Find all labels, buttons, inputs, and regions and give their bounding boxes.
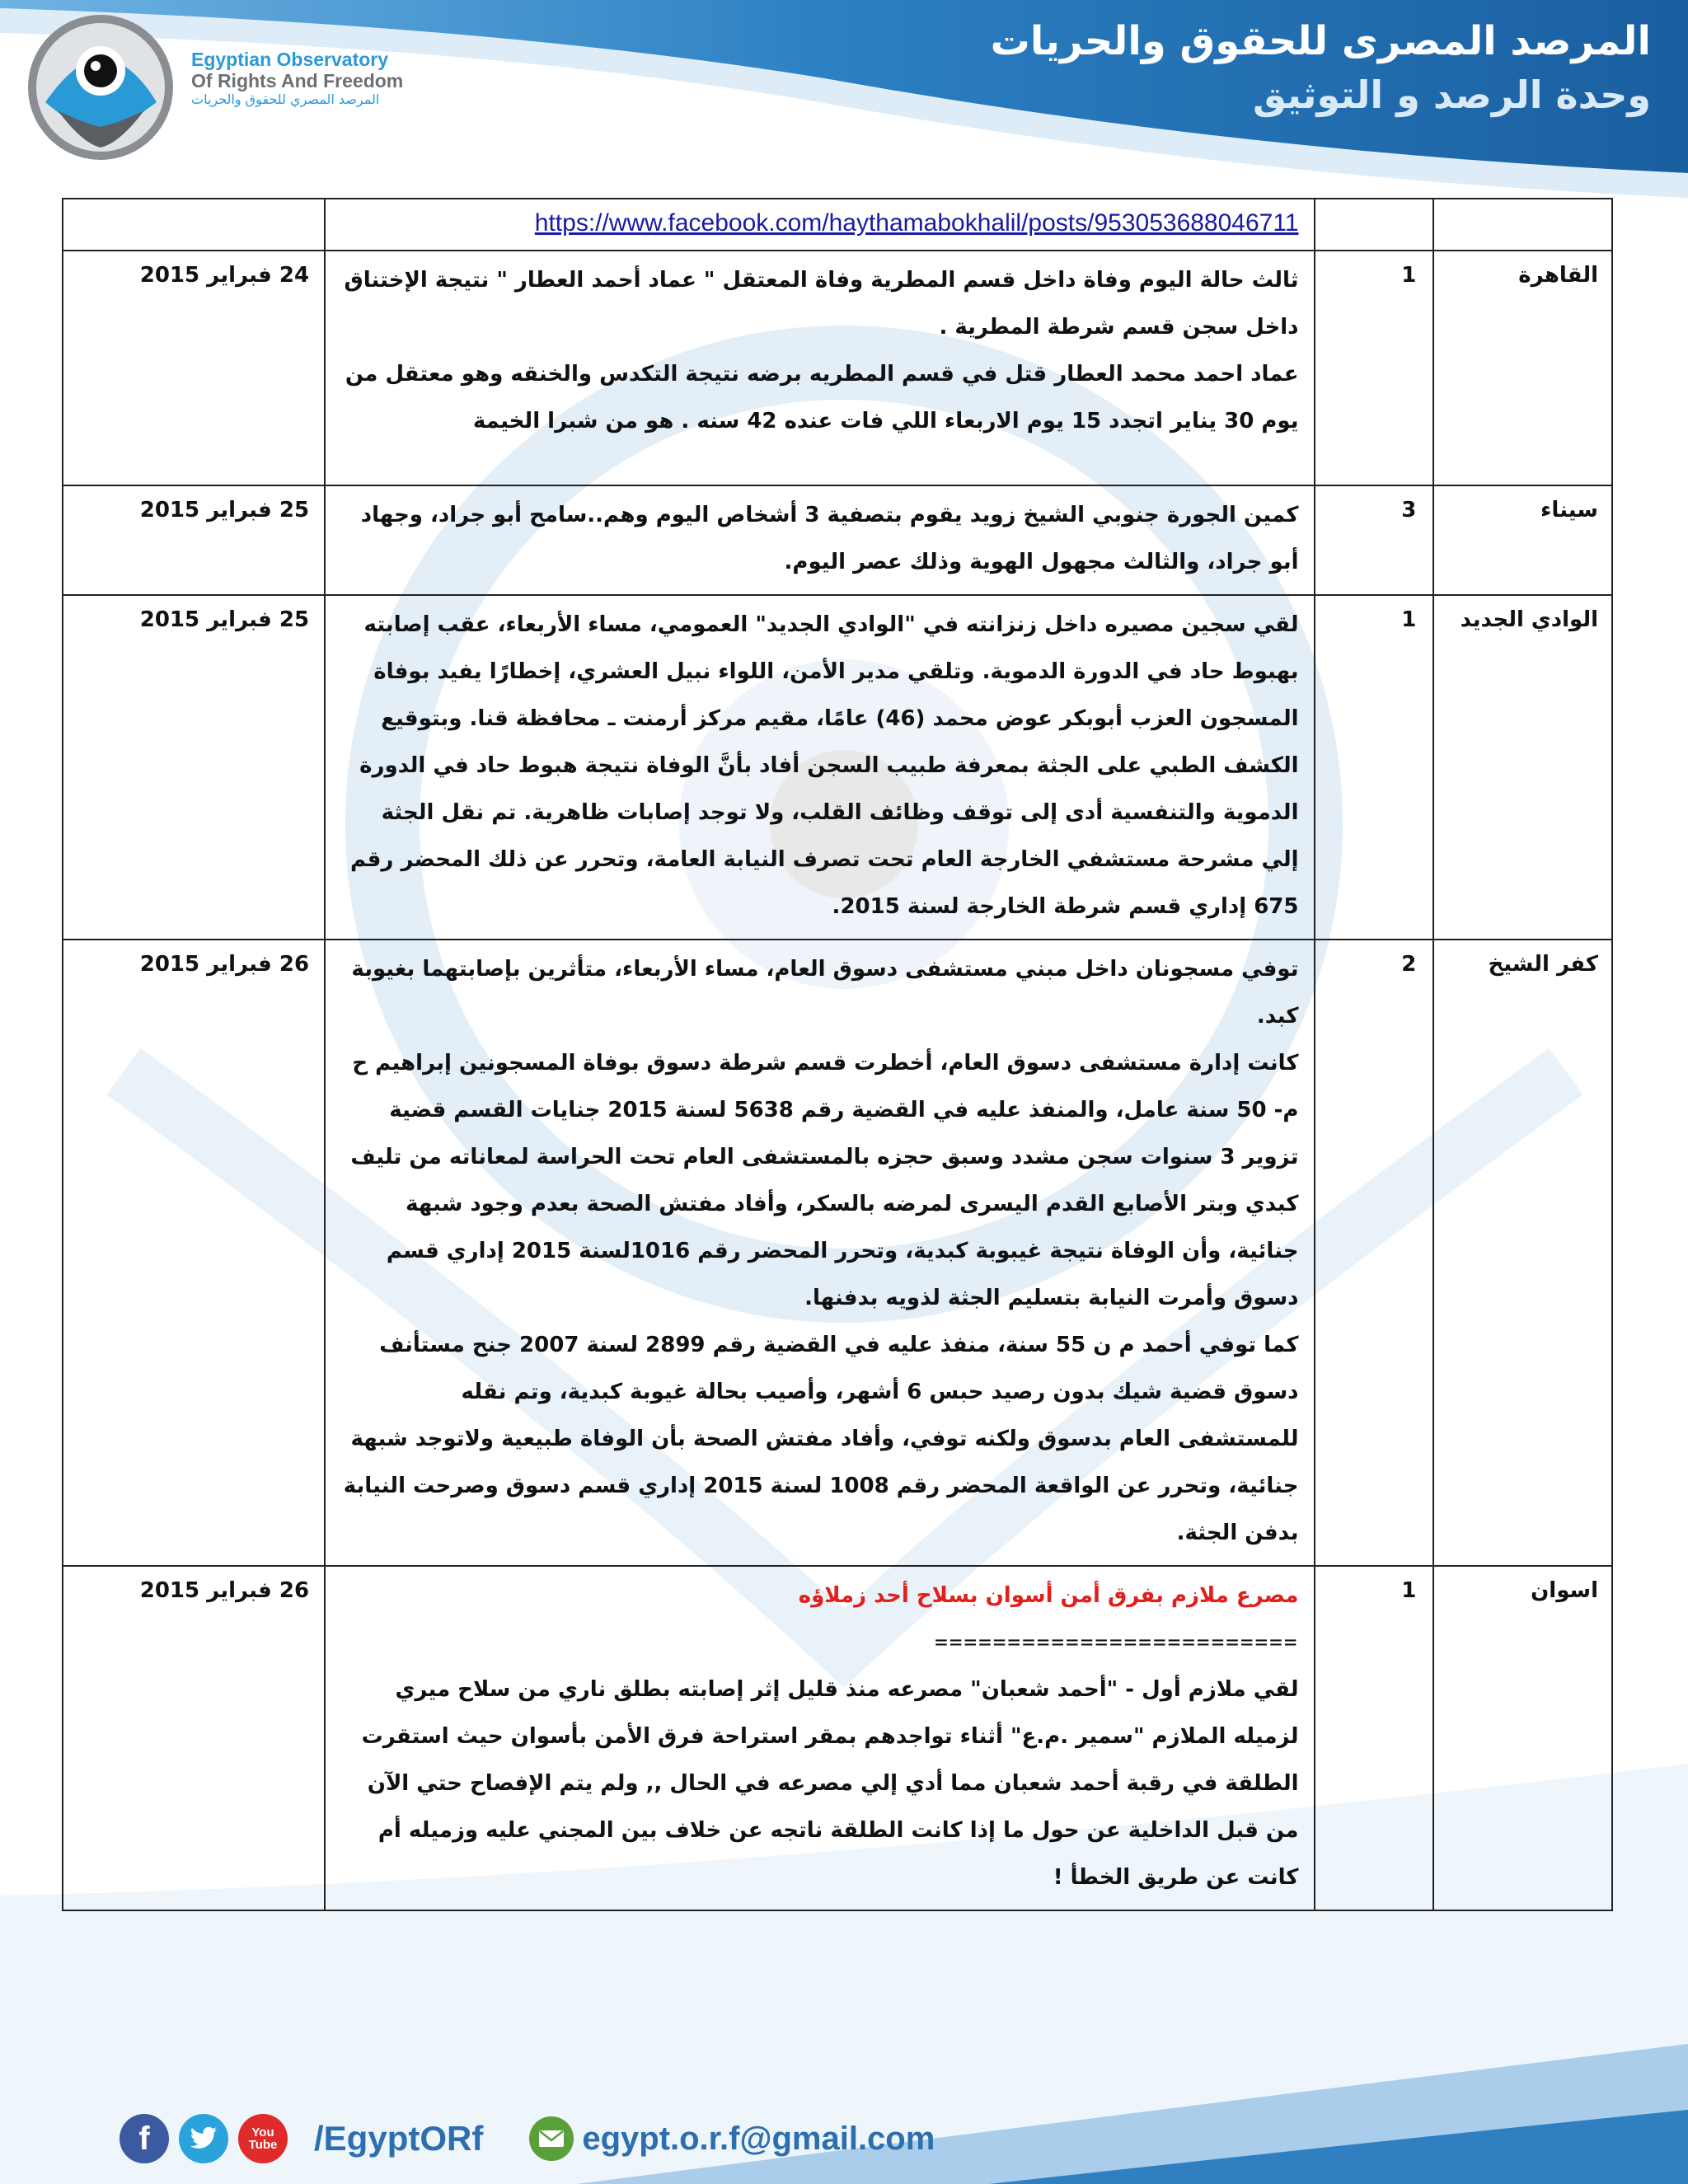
details-paragraph: عماد احمد محمد العطار قتل في قسم المطريه برضه نتيجة التكدس والخنقه وهو معتقل من يوم 30 يناير اتجدد 15 يوم الاربعاء اللي فات عنده 42 سنه . هو من شبرا الخيمة	[345, 362, 1299, 434]
cell-date	[63, 199, 325, 251]
logo-text	[191, 49, 403, 106]
details-paragraph: كمين الجورة جنوبي الشيخ زويد يقوم بتصفية 3 أشخاص اليوم وهم..سامح أبو جراد، وجهاد أبو جراد، والثالث مجهول الهوية وذلك عصر اليوم.	[360, 503, 1299, 574]
cell-details	[325, 1566, 1314, 1910]
cell-count: 1	[1315, 251, 1434, 485]
social-handle[interactable]: /EgyptORf	[314, 2119, 484, 2158]
cell-count: 3	[1315, 485, 1434, 595]
cell-governorate: سيناء	[1433, 485, 1612, 595]
table-row	[63, 595, 1612, 940]
contact-email[interactable]: egypt.o.r.f@gmail.com	[582, 2120, 935, 2157]
cell-date: 25 فبراير 2015	[63, 595, 325, 940]
facebook-post-link[interactable]: https://www.facebook.com/haythamabokhalil/posts/953053688046711	[534, 209, 1299, 237]
table-row-link	[63, 199, 1612, 251]
records-table	[62, 198, 1613, 1911]
separator-line: =========================	[935, 1630, 1299, 1655]
cell-count: 1	[1315, 595, 1434, 940]
cell-details	[325, 485, 1314, 595]
cell-governorate: كفر الشيخ	[1433, 940, 1612, 1566]
cell-date: 26 فبراير 2015	[63, 1566, 325, 1910]
twitter-icon[interactable]	[179, 2114, 228, 2163]
table-row	[63, 940, 1612, 1566]
cell-governorate: القاهرة	[1433, 251, 1612, 485]
cell-governorate	[1433, 199, 1612, 251]
cell-details	[325, 595, 1314, 940]
details-paragraph: لقي سجين مصيره داخل زنزانته في "الوادي الجديد" العمومي، مساء الأربعاء، عقب إصابته بهبوط حاد في الدورة الدموية. وتلقي مدير الأمن، اللواء نبيل العشري، إخطارًا يفيد بوفاة المسجون العزب أبوبكر عوض محمد (46) عامًا، مقيم مركز أرمنت ـ محافظة قنا. وبتوقيع الكشف الطبي على الجثة بمعرفة طبيب السجن أفاد بأنَّ الوفاة نتيجة هبوط حاد في الدورة الدموية والتنفسية أدى إلى توقف وظائف القلب، ولا توجد إصابات ظاهرية. تم نقل الجثة إلي مشرحة مستشفي الخارجة العام تحت تصرف النيابة العامة، وتحرر عن ذلك المحضر رقم 675 إداري قسم شرطة الخارجة لسنة 2015.	[350, 612, 1299, 919]
facebook-icon[interactable]: f	[120, 2114, 169, 2163]
logo-line-2: Of Rights And Freedom	[191, 69, 404, 91]
details-paragraph: لقي ملازم أول - "أحمد شعبان" مصرعه منذ قليل إثر إصابته بطلق ناري من سلاح ميري لزميله الملازم "سمير .م.ع" أثناء تواجدهم بمقر استراحة فرق الأمن بأسوان حيث استقرت الطلقة في رقبة أحمد شعبان مما أدي إلي مصرعه في الحال ,, ولم يتم الإفصاح حتي الآن من قبل الداخلية عن حول ما إذا كانت الطلقة ناتجه عن خلاف بين المجني عليه وزميله أم كانت عن طريق الخطأ !	[361, 1677, 1299, 1890]
twitter-bird-icon	[190, 2126, 218, 2151]
cell-date: 24 فبراير 2015	[63, 251, 325, 485]
details-paragraph: كانت إدارة مستشفى دسوق العام، أخطرت قسم شرطة دسوق بوفاة المسجونين إبراهيم ح م- 50 سنة عامل، والمنفذ عليه في القضية رقم 5638 لسنة 2015 جنايات القسم قضية تزوير 3 سنوات سجن مشدد وسبق حجزه بالمستشفى العام تحت الحراسة لمعاناته من تليف كبدي وبتر الأصابع القدم اليسرى لمرضه بالسكر، وأفاد مفتش الصحة بعدم وجود شبهة جنائية، وأن الوفاة نتيجة غيبوبة كبدية، وتحرر المحضر رقم 1016لسنة 2015 إداري قسم دسوق وأمرت النيابة بتسليم الجثة لذويه بدفنها.	[350, 1051, 1299, 1310]
cell-governorate: الوادي الجديد	[1433, 595, 1612, 940]
details-paragraph: ثالث حالة اليوم وفاة داخل قسم المطرية وفاة المعتقل " عماد أحمد العطار " نتيجة الإختناق داخل سجن قسم شرطة المطرية .	[344, 268, 1299, 340]
cell-details	[325, 940, 1314, 1566]
logo-line-arabic: المرصد المصري للحقوق والحريات	[191, 91, 380, 107]
cell-date: 26 فبراير 2015	[63, 940, 325, 1566]
headline-red: مصرع ملازم بفرق أمن أسوان بسلاح أحد زملاؤه	[798, 1583, 1299, 1608]
table-row	[63, 485, 1612, 595]
table-row	[63, 1566, 1612, 1910]
email-icon	[529, 2116, 574, 2161]
cell-count	[1315, 199, 1434, 251]
youtube-label-bottom: Tube	[248, 2138, 278, 2152]
footer	[120, 2114, 935, 2163]
header-subtitle: وحدة الرصد و التوثيق	[1253, 73, 1651, 117]
cell-count: 1	[1315, 1566, 1434, 1910]
cell-count: 2	[1315, 940, 1434, 1566]
cell-details	[325, 199, 1314, 251]
youtube-icon[interactable]	[238, 2114, 288, 2163]
cell-details	[325, 251, 1314, 485]
table-row	[63, 251, 1612, 485]
details-paragraph: كما توفي أحمد م ن 55 سنة، منفذ عليه في القضية رقم 2899 لسنة 2007 جنح مستأنف دسوق قضية شيك بدون رصيد حبس 6 أشهر، وأصيب بحالة غيوبة كبدية، وتم نقله للمستشفى العام بدسوق ولكنه توفي، وأفاد مفتش الصحة بأن الوفاة طبيعية ولاتوجد شبهة جنائية، وتحرر عن الواقعة المحضر رقم 1008 لسنة 2015 إداري قسم دسوق وصرحت النيابة بدفن الجثة.	[343, 1333, 1299, 1545]
details-paragraph: توفي مسجونان داخل مبني مستشفى دسوق العام، مساء الأربعاء، متأثرين بإصابتهما بغيوبة كبد.	[351, 957, 1299, 1029]
logo-line-1: Egyptian Observatory	[191, 49, 389, 70]
header-title: المرصد المصرى للحقوق والحريات	[990, 18, 1651, 64]
cell-governorate: اسوان	[1433, 1566, 1612, 1910]
youtube-label-top: You	[251, 2125, 274, 2139]
cell-date: 25 فبراير 2015	[63, 485, 325, 595]
observatory-logo-icon	[25, 12, 177, 164]
